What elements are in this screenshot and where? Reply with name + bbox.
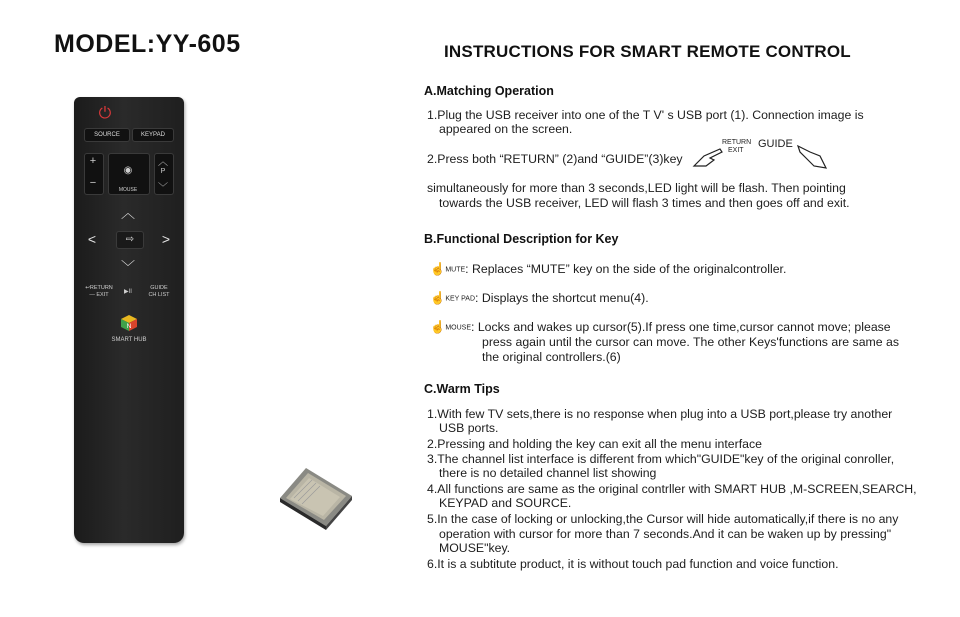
return-key-label: RETURN <box>722 139 752 146</box>
chlist-label: CH LIST <box>148 292 170 298</box>
mute-key-name: MUTE <box>445 266 466 274</box>
c1-line2: USB ports. <box>439 421 499 435</box>
dpad-up-icon: ︿ <box>121 205 135 221</box>
usb-receiver-image <box>276 460 356 530</box>
svg-text:N: N <box>126 323 132 331</box>
b-keypad-line <box>430 291 649 306</box>
play-pause-label: ▶II <box>124 289 132 295</box>
smart-hub-icon <box>121 315 137 331</box>
keypad-button: KEYPAD <box>132 128 174 142</box>
model-title: MODEL:YY-605 <box>54 30 241 58</box>
section-c-heading: C.Warm Tips <box>424 382 500 396</box>
c4-line1: 4.All functions are same as the original contrller with SMART HUB ,M-SCREEN,SEARCH, <box>427 482 917 496</box>
a1-line1: 1.Plug the USB receiver into one of the T V' s USB port (1). Connection image is <box>427 108 864 122</box>
guide-label: GUIDE <box>150 285 168 291</box>
a2-line: 2.Press both “RETURN” (2)and “GUIDE”(3)key <box>427 152 683 166</box>
enter-button: ⇨ <box>116 231 144 249</box>
mouse-key-name: MOUSE <box>445 324 471 332</box>
dpad-left-icon: < <box>87 231 97 247</box>
dpad-right-icon: > <box>161 231 171 247</box>
volume-plus: + <box>89 155 97 167</box>
a3-line2: towards the USB receiver, LED will flash 3 times and then goes off and exit. <box>439 196 850 210</box>
keypad-hand-icon: ☝ <box>430 291 446 305</box>
remote-control <box>74 97 184 543</box>
c5-line3: MOUSE"key. <box>439 541 511 555</box>
document-title: INSTRUCTIONS FOR SMART REMOTE CONTROL <box>444 42 851 61</box>
channel-down-icon: ﹀ <box>158 183 168 194</box>
c3-line2: there is no detailed channel list showing <box>439 466 657 480</box>
c5-line1: 5.In the case of locking or unlocking,the Cursor will hide automatically,if there is no any <box>427 512 899 526</box>
c5-line2: operation with cursor for more than 7 seconds.And it can be waken up by pressing" <box>439 527 892 541</box>
product-photo-panel <box>0 0 360 617</box>
keypad-key-name: KEY PAD <box>445 295 476 303</box>
channel-up-icon: ︿ <box>158 157 168 168</box>
exit-label: — EXIT <box>89 292 109 298</box>
b-mouse-line2: press again until the cursor can move. The other Keys'functions are same as <box>482 335 900 349</box>
mouse-description: : Locks and wakes up cursor(5).If press one time,cursor cannot move; please <box>470 320 891 334</box>
volume-minus: − <box>89 177 97 189</box>
guide-key-label: GUIDE <box>758 138 793 150</box>
section-a-heading: A.Matching Operation <box>424 84 554 98</box>
pointing-hand-icon <box>692 146 726 168</box>
c3-line1: 3.The channel list interface is different from which"GUIDE"key of the original conroller, <box>427 452 895 466</box>
source-button: SOURCE <box>84 128 130 142</box>
section-b-heading: B.Functional Description for Key <box>424 232 619 246</box>
instructions-panel <box>372 0 960 617</box>
return-label: ↩RETURN <box>85 285 113 291</box>
power-icon: ⏻ <box>98 105 112 122</box>
channel-p-label: P <box>160 168 166 175</box>
b-mouse-line <box>430 320 891 335</box>
mute-description: : Replaces “MUTE” key on the side of the originalcontroller. <box>465 262 787 276</box>
c2-line: 2.Pressing and holding the key can exit all the menu interface <box>427 437 762 451</box>
pointing-hand-icon-2 <box>794 144 828 170</box>
b-mute-line <box>430 262 786 277</box>
c4-line2: KEYPAD and SOURCE. <box>439 496 572 510</box>
mouse-dot-icon: ◉ <box>123 165 133 176</box>
mouse-hand-icon: ☝ <box>430 320 446 334</box>
a1-line2: appeared on the screen. <box>439 122 573 136</box>
mouse-label: MOUSE <box>118 187 138 193</box>
mute-hand-icon: ☝ <box>430 262 446 276</box>
c6-line: 6.It is a subtitute product, it is without touch pad function and voice function. <box>427 557 839 571</box>
b-mouse-line3: the original controllers.(6) <box>482 350 621 364</box>
dpad-down-icon: ﹀ <box>121 259 135 275</box>
exit-key-label: EXIT <box>728 147 744 154</box>
c1-line1: 1.With few TV sets,there is no response when plug into a USB port,please try another <box>427 407 893 421</box>
keypad-description: : Displays the shortcut menu(4). <box>475 291 649 305</box>
a3-line1: simultaneously for more than 3 seconds,LED light will be flash. Then pointing <box>427 181 846 195</box>
smart-hub-label: SMART HUB <box>111 337 147 343</box>
